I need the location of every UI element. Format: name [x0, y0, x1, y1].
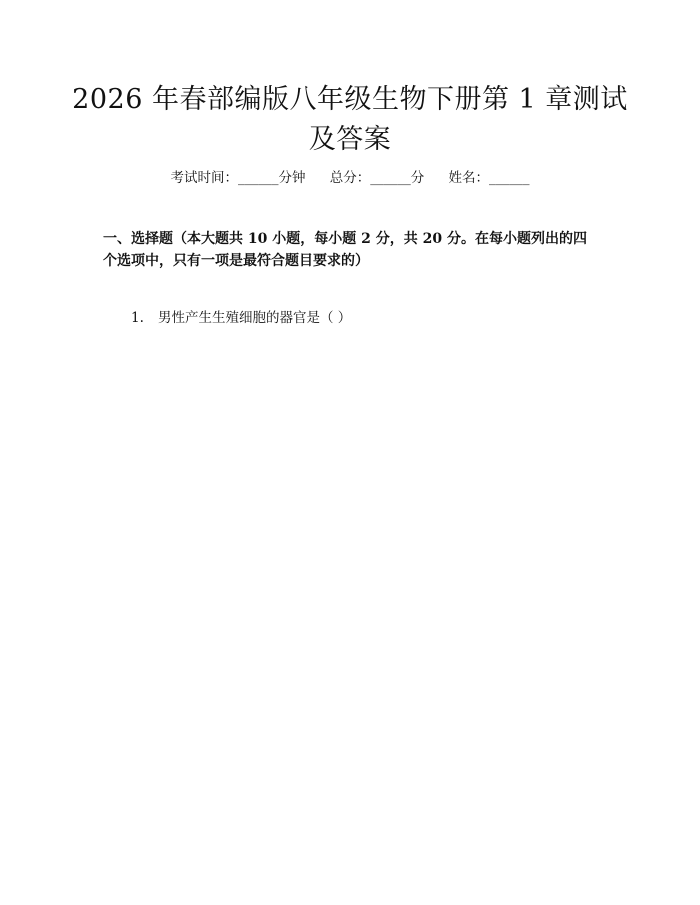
total-score-field: 总分：______分	[329, 170, 425, 186]
question-stem: 男性产生生殖细胞的器官是（ ）	[158, 310, 352, 326]
title-line-2: 及答案	[308, 124, 392, 155]
question-1	[131, 308, 601, 328]
title-line-1: 2026 年春部编版八年级生物下册第 1 章测试	[72, 84, 628, 115]
exam-time-field: 考试时间：______分钟	[170, 170, 306, 186]
student-name-field: 姓名：______	[448, 170, 530, 186]
document-title	[70, 80, 630, 160]
exam-info-row	[0, 168, 700, 188]
section-heading-multiple-choice: 一、选择题（本大题共 10 小题，每小题 2 分，共 20 分。在每小题列出的四个选项中，只有一项是最符合题目要求的）	[103, 231, 587, 269]
question-number: 1.	[131, 310, 144, 326]
